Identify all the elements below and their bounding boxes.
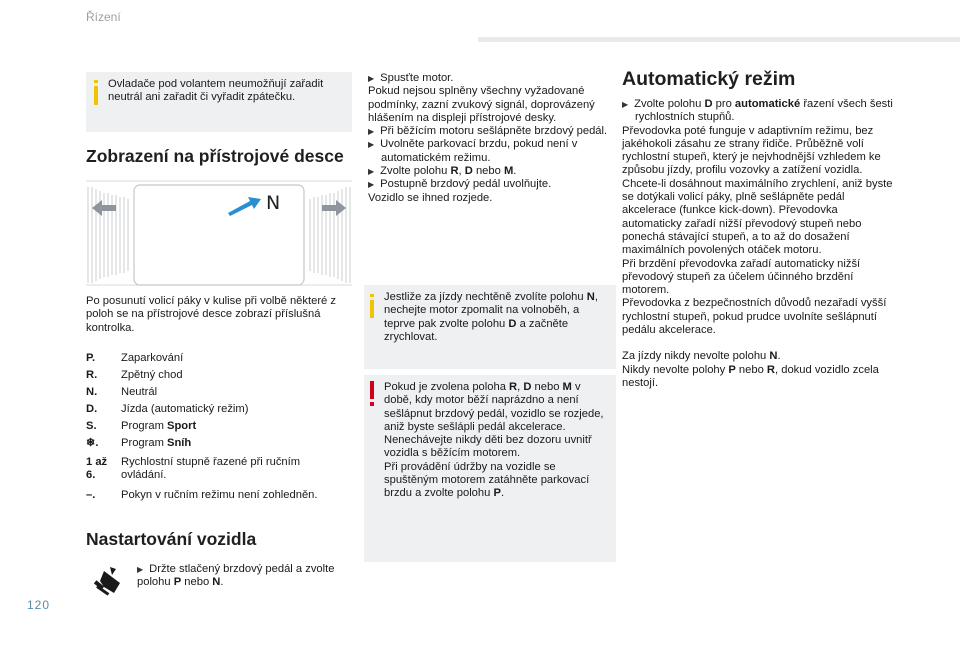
warning-note-rollaway [364,375,616,562]
start-procedure [368,72,613,205]
bullet-icon: ▶ [137,565,144,574]
info-icon-stem [370,300,374,318]
info-icon [94,80,98,83]
auto-para-3: Při brzdění převodovka zařadí automaticky nižší převodový stupeň za účelem účinného brzdění motorem. [622,257,861,297]
legend-value: Jízda (automatický režim) [121,403,249,415]
auto-para-2: Chcete-li dosáhnout maximálního zrychlení, aniž byste se dotýkali volicí páky, plně sešlápněte pedál akcelerace (funkce kick-down). Převodovka automaticky zařadí nižší převodový stupeň nebo ponechá stávající stupeň, a to až do dosažení maximálních povolených otáček motoru. [622,177,893,257]
warning-icon-dot [370,402,374,406]
legend-value: Rychlostní stupně řazené při ručním ovládání. [121,456,301,482]
step-start-engine: ▶ Spusťte motor. [368,72,454,84]
legend-key: S. [86,420,97,432]
legend-key: 1 až 6. [86,456,108,482]
legend-value: Neutrál [121,386,158,398]
legend-key: ❄. [86,437,99,449]
warning-para-2: Nenechávejte nikdy děti bez dozoru uvnitř vozidla s běžícím motorem. [384,434,592,460]
note-text: Ovladače pod volantem neumožňují zařadit neutrál ani zařadit či vyřadit zpátečku. [108,78,324,104]
info-note-steering-controls [86,72,352,132]
legend-key: –. [86,489,96,501]
auto-para-4: Převodovka z bezpečnostních důvodů nezařadí vyšší rychlostní stupeň, pokud prudce uvolníte sešlápnutí pedálu akcelerace. [622,297,887,337]
auto-para-1: Převodovka poté funguje v adaptivním režimu, bez jakéhokoli zásahu ze strany řidiče. Průběžně volí rychlostní stupeň, který je nejvhodnější vzhledem ke způsobu jízdy, profilu vozovky a zatížení vozidla. [622,124,881,177]
legend-value: Pokyn v ručním režimu není zohledněn. [121,489,318,501]
legend-value: Zaparkování [121,352,184,364]
bullet-icon: ▶ [368,140,375,150]
warning-para-3: Při provádění údržby na vozidle se spuštěným motorem zatáhněte parkovací brzdu a zvolte polohu P. [384,460,590,500]
step-select-d: ▶ Zvolte polohu D pro automatické řazení všech šesti rychlostních stupňů. [622,98,893,124]
warning-icon [370,381,374,399]
heading-auto-mode: Automatický režim [622,68,796,90]
drive-off-text: Vozidlo se ihned rozjede. [368,191,493,204]
info-note-neutral [364,285,616,369]
bullet-icon: ▶ [368,127,375,137]
legend-key: R. [86,369,98,381]
bullet-icon: ▶ [368,180,375,190]
legend-key: N. [86,386,98,398]
auto-para-5: Za jízdy nikdy nevolte polohu N. [622,350,781,363]
legend-key: D. [86,403,98,415]
info-icon-stem [94,86,98,105]
note-text [384,381,610,501]
running-header: Řízení [86,10,121,24]
heading-start-vehicle: Nastartování vozidla [86,529,257,549]
step-release-brake: ▶ Postupně brzdový pedál uvolňujte. [368,178,552,191]
heading-display: Zobrazení na přístrojové desce [86,146,344,166]
warning-para-1: Pokud je zvolena poloha R, D nebo M v době, kdy motor běží naprázdno a není sešlápnut brzdový pedál, vozidlo se rozjede, aniž byste sešlápli pedál akcelerace. [384,381,604,433]
legend-key: P. [86,352,96,364]
info-icon [370,294,374,297]
auto-mode-text [622,98,898,390]
bullet-icon: ▶ [368,74,375,83]
legend-value: Program Sport [121,420,197,432]
note-text: Jestliže za jízdy nechtěně zvolíte polohu N, nechejte motor zpomalit na volnoběh, a teprve pak zvolte polohu D a začněte zrychlovat. [384,291,598,343]
foot-on-pedal-icon [90,563,126,599]
bullet-icon: ▶ [622,100,629,109]
legend-value: Program Sníh [121,437,192,449]
legend-value: Zpětný chod [121,369,183,381]
cluster-gear-letter: N [266,192,281,214]
paragraph-selector: Po posunutí volicí páky v kulise při volbě některé z poloh se na přístrojové desce zobrazí příslušná kontrolka. [86,295,336,334]
step-press-brake: ▶ Při běžícím motoru sešlápněte brzdový pedál. [368,125,608,138]
right-grille [310,187,350,283]
step-release-parking: ▶ Uvolněte parkovací brzdu, pokud není v automatickém režimu. [368,138,578,164]
header-bar [478,37,960,42]
bullet-icon: ▶ [368,167,375,177]
page-number: 120 [27,598,51,612]
start-step: ▶ Držte stlačený brzdový pedál a zvolte polohu P nebo N. [137,563,335,589]
step-select-gear: ▶ Zvolte polohu R, D nebo M. [368,165,517,178]
left-grille [88,187,128,283]
auto-para-6: Nikdy nevolte polohy P nebo R, dokud vozidlo zcela nestojí. [622,363,879,389]
instrument-cluster-illustration [86,173,352,291]
conditions-text: Pokud nejsou splněny všechny vyžadované podmínky, zazní zvukový signál, doprovázený hlášením na displeji přístrojové desky. [368,85,595,124]
